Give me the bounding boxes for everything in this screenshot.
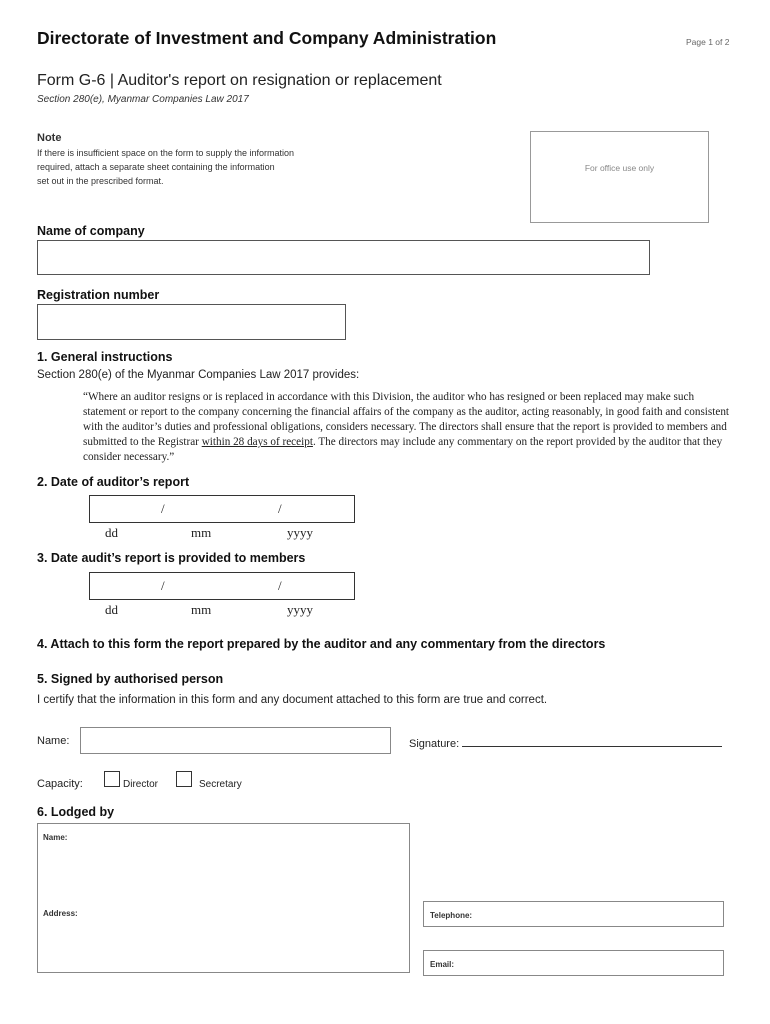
date-separator: /: [161, 578, 165, 593]
secretary-checkbox[interactable]: [176, 771, 192, 787]
section-1-heading: 1. General instructions: [37, 350, 173, 364]
lodger-name-label: Name:: [43, 833, 68, 842]
law-quote-part1: “Where an auditor resigns or is replaced in accordance with this Division, the auditor who has resigned or been replaced may make such statement or report to the company concerning the financial affairs of the company as the auditor, acting reasonably, in good faith and consistent with the auditor’s duties and professional obligations, considers necessary. The directors shall ensure that the report is provided to members and submitted to the Registrar: [83, 391, 730, 448]
law-quote-part2: . The directors may include any commentary on the report provided by the auditor that they consider necessary.”: [83, 436, 723, 463]
registration-number-label: Registration number: [37, 288, 160, 302]
page-title: Directorate of Investment and Company Administration: [37, 28, 497, 48]
signature-label: Signature:: [409, 738, 460, 750]
page-number: Page 1 of 2: [686, 37, 730, 47]
signer-name-input[interactable]: [80, 727, 391, 754]
note-text: [37, 146, 367, 188]
section-3-heading: 3. Date audit’s report is provided to members: [37, 551, 306, 565]
year-label: yyyy: [287, 525, 313, 540]
company-name-input[interactable]: [37, 240, 650, 275]
company-name-label: Name of company: [37, 224, 145, 238]
lodger-address-label: Address:: [43, 909, 78, 918]
section-6-heading: 6. Lodged by: [37, 805, 115, 819]
note-line: required, attach a separate sheet containing the information: [37, 162, 275, 172]
date-separator: /: [278, 501, 282, 516]
email-label: Email:: [430, 960, 455, 969]
telephone-input[interactable]: [423, 901, 724, 927]
note-line: set out in the prescribed format.: [37, 176, 164, 186]
note-heading: Note: [37, 132, 62, 144]
section-1-intro: Section 280(e) of the Myanmar Companies Law 2017 provides:: [37, 369, 360, 381]
registration-number-input[interactable]: [37, 304, 346, 340]
capacity-label: Capacity:: [37, 778, 83, 790]
month-label: mm: [191, 602, 212, 617]
month-label: mm: [191, 525, 212, 540]
day-label: dd: [105, 525, 118, 540]
director-label: Director: [123, 779, 159, 790]
section-5-heading: 5. Signed by authorised person: [37, 672, 224, 686]
note-line: If there is insufficient space on the form to supply the information: [37, 148, 294, 158]
members-report-date-input[interactable]: [89, 572, 355, 600]
certification-text: I certify that the information in this form and any document attached to this form are true and correct.: [37, 694, 548, 706]
lodger-details-box[interactable]: [37, 823, 410, 973]
date-separator: /: [278, 578, 282, 593]
law-quote-underlined: within 28 days of receipt: [201, 436, 313, 448]
section-2-heading: 2. Date of auditor’s report: [37, 475, 190, 489]
signature-field[interactable]: [409, 735, 722, 750]
year-label: yyyy: [287, 602, 313, 617]
law-quote: [83, 390, 738, 465]
date-separator: /: [161, 501, 165, 516]
telephone-label: Telephone:: [430, 911, 473, 920]
email-input[interactable]: [423, 950, 724, 976]
form-title: Form G-6 | Auditor's report on resignation or replacement: [37, 72, 442, 89]
form-subtitle: Section 280(e), Myanmar Companies Law 2017: [37, 94, 249, 105]
day-label: dd: [105, 602, 118, 617]
secretary-label: Secretary: [199, 779, 242, 790]
section-4-heading: 4. Attach to this form the report prepared by the auditor and any commentary from the directors: [37, 637, 606, 651]
signature-line[interactable]: [462, 735, 722, 747]
signer-name-label: Name:: [37, 735, 70, 747]
auditor-report-date-input[interactable]: [89, 495, 355, 523]
office-use-box: [530, 131, 709, 223]
office-use-label: For office use only: [584, 163, 655, 173]
director-checkbox[interactable]: [104, 771, 120, 787]
